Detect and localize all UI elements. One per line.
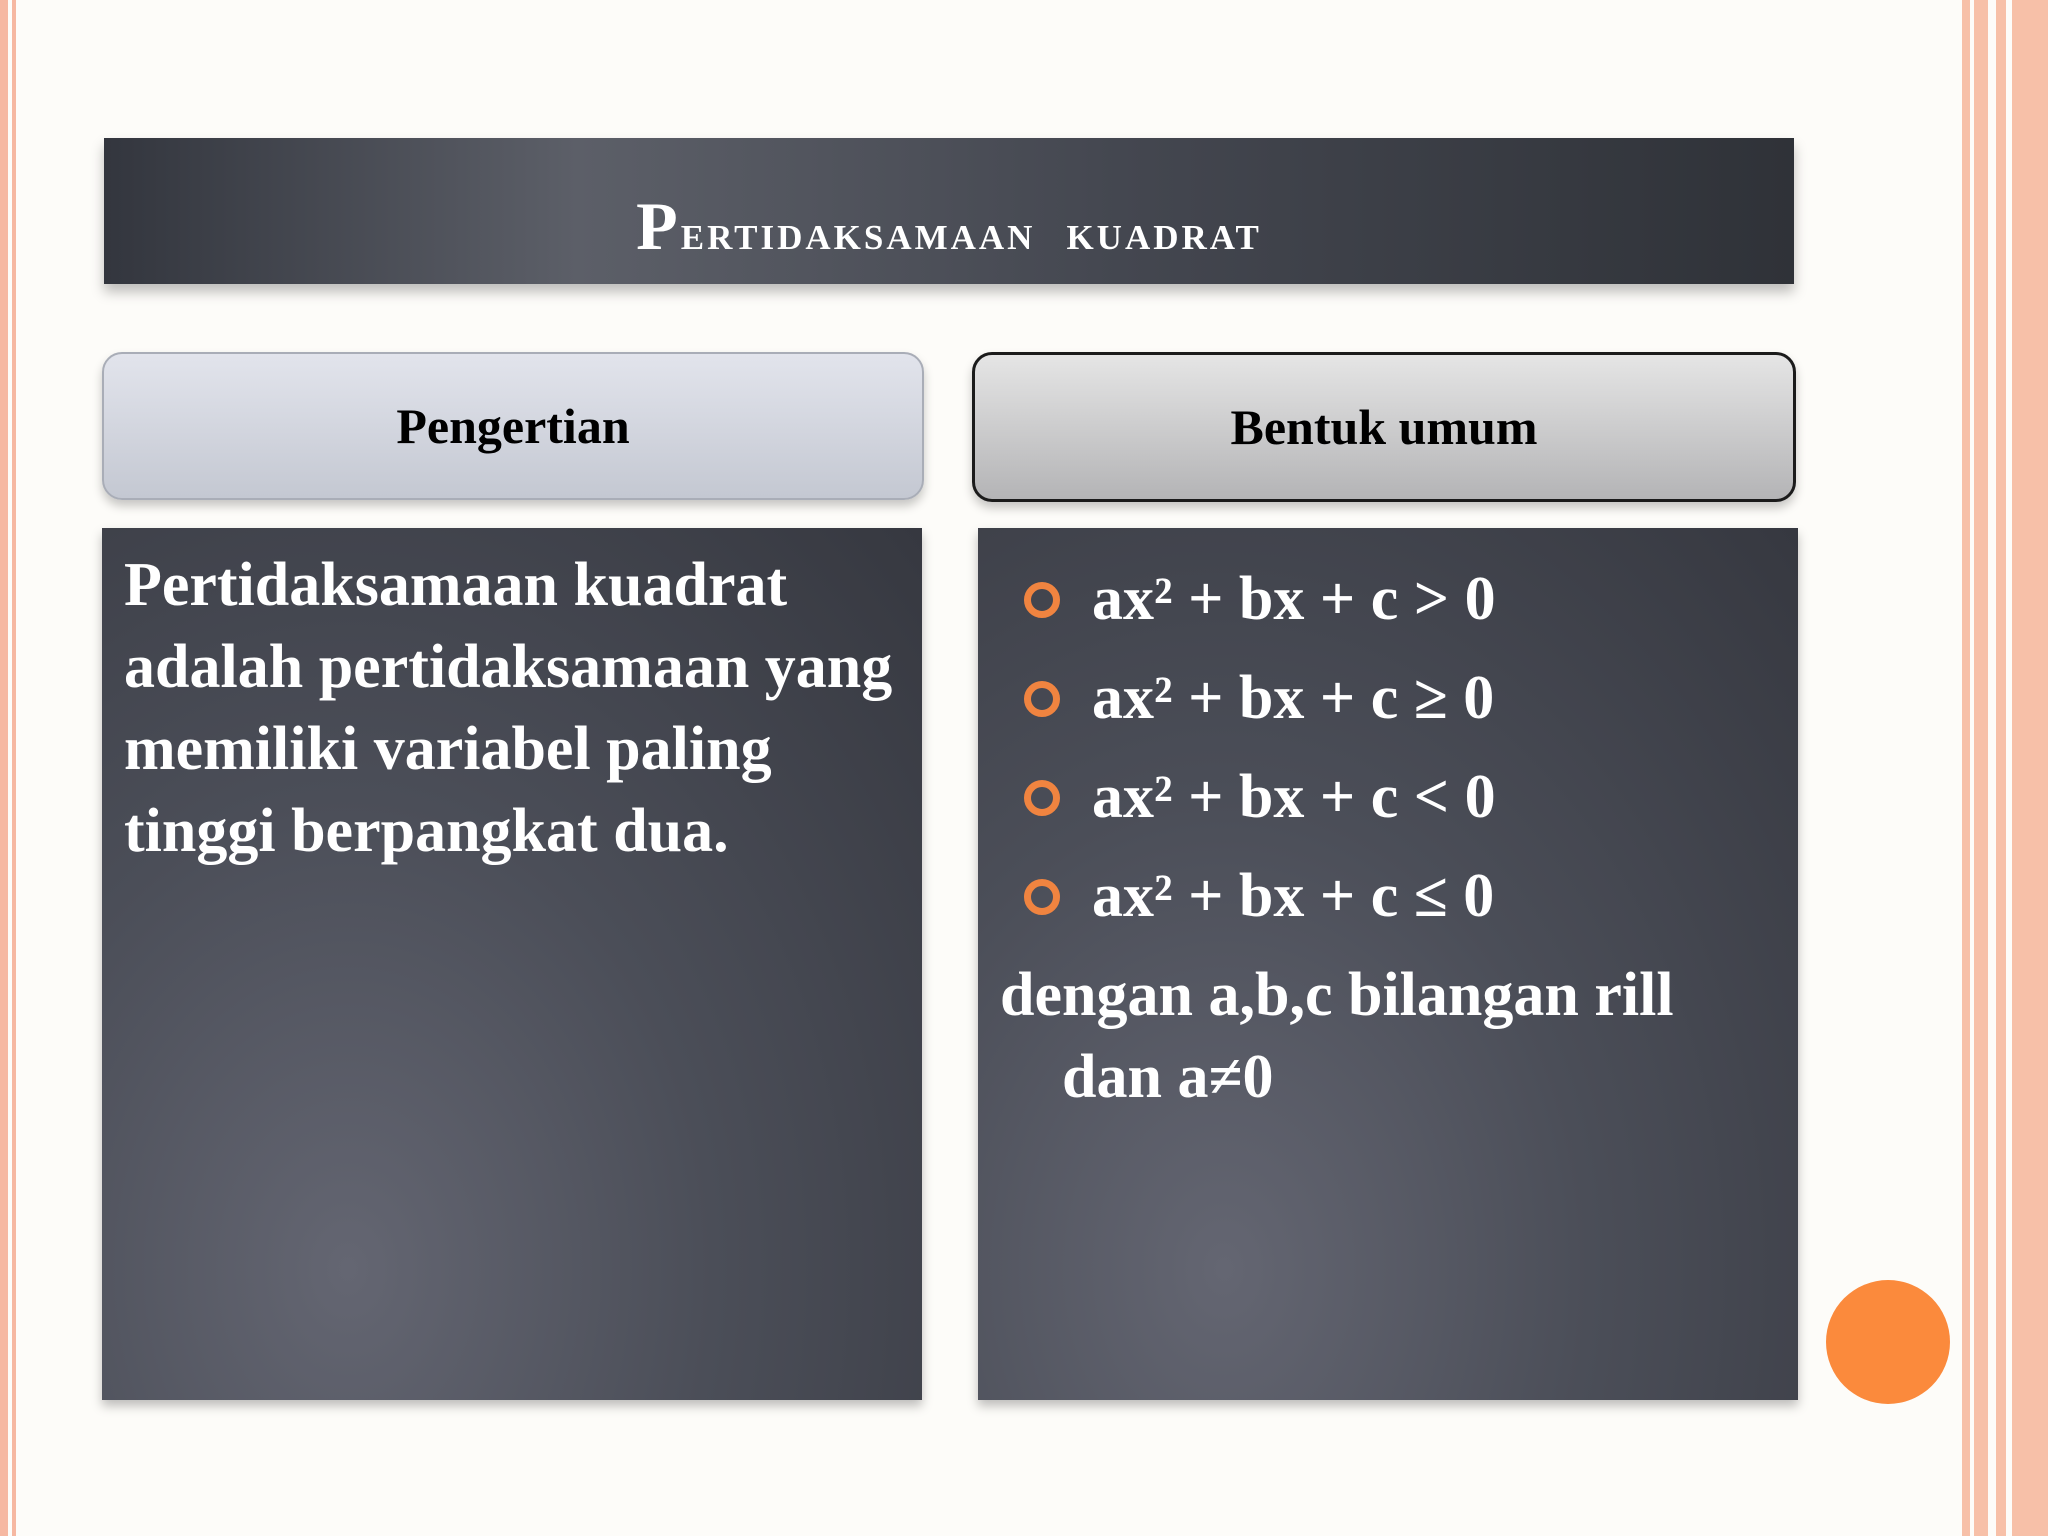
formula-item [1000,649,1778,748]
coefficient-note: dengan a,b,c bilangan rill dan a≠0 [1000,961,1674,1111]
definition-header [102,352,924,500]
formula-item [1000,748,1778,847]
left-border-stripe-thin [12,0,16,1536]
formula-text: ax² + bx + c ≤ 0 [1092,862,1495,930]
general-form-header [972,352,1796,502]
formula-item [1000,847,1778,946]
right-border-stripe-1 [1962,0,1970,1536]
definition-text: Pertidaksamaan kuadrat adalah pertidaksamaan yang memiliki variabel paling tinggi berpangkat dua. [124,551,893,865]
general-form-panel [978,528,1798,1400]
title-banner [104,138,1794,284]
formula-text: ax² + bx + c > 0 [1092,565,1496,633]
formula-text: ax² + bx + c < 0 [1092,763,1496,831]
general-form-header-label: Bentuk umum [1230,399,1538,455]
slide-title [636,187,1262,266]
formula-item [1000,550,1778,649]
slide-title-rest: ertidaksamaan kuadrat [680,203,1262,260]
right-border-stripe-2 [1974,0,1988,1536]
hollow-circle-bullet-icon [1024,879,1060,915]
orange-circle-icon [1826,1280,1950,1404]
left-border-stripe [0,0,8,1536]
hollow-circle-bullet-icon [1024,780,1060,816]
definition-panel [102,528,922,1400]
slide-title-initial: P [636,187,681,264]
hollow-circle-bullet-icon [1024,681,1060,717]
formula-text: ax² + bx + c ≥ 0 [1092,664,1495,732]
formula-list [1000,550,1778,946]
right-border-stripe-4 [2012,0,2048,1536]
hollow-circle-bullet-icon [1024,582,1060,618]
right-border-stripe-3 [1996,0,2006,1536]
definition-header-label: Pengertian [396,398,630,454]
